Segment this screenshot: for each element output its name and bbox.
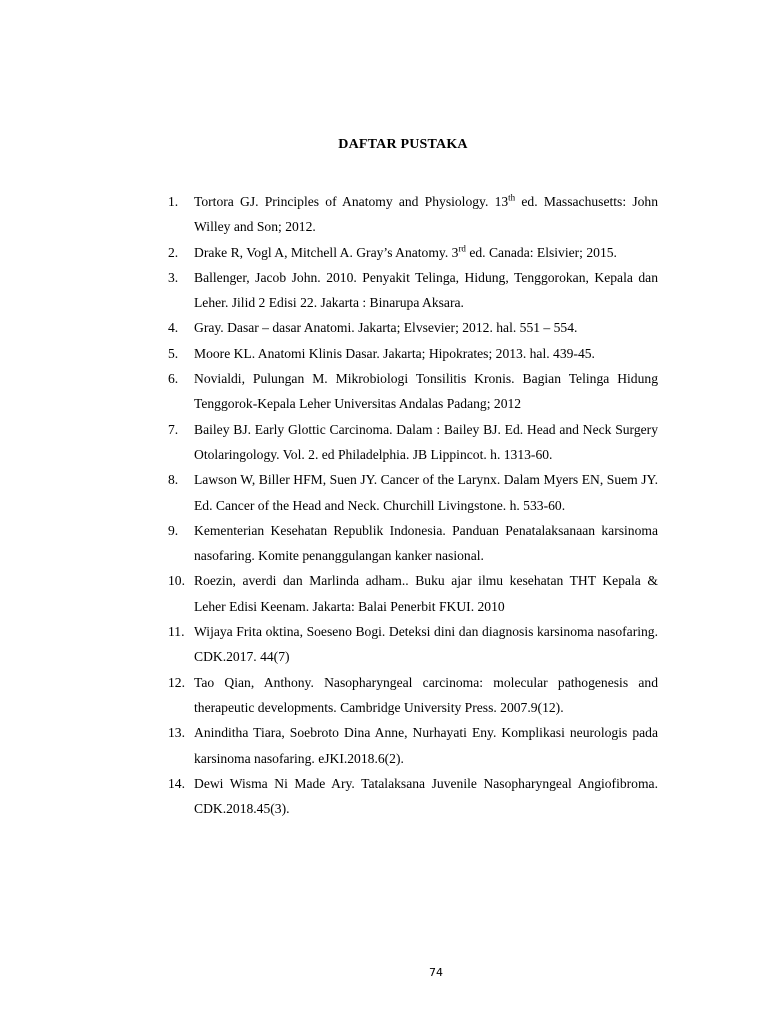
page-title: DAFTAR PUSTAKA bbox=[338, 137, 468, 152]
reference-item bbox=[168, 189, 658, 240]
reference-number: 7. bbox=[168, 421, 179, 437]
reference-number: 4. bbox=[168, 320, 179, 336]
reference-text: Drake R, Vogl A, Mitchell A. Gray’s Anatomy. 3rd ed. Canada: Elsivier; 2015. bbox=[194, 243, 617, 260]
reference-text: Kementerian Kesehatan Republik Indonesia. Panduan Penatalaksanaan karsinoma nasofaring. Komite penanggulangan kanker nasional. bbox=[194, 522, 658, 564]
superscript: rd bbox=[458, 243, 466, 254]
reference-item bbox=[168, 417, 658, 468]
reference-number: 1. bbox=[168, 194, 179, 209]
reference-text: Roezin, averdi dan Marlinda adham.. Buku ajar ilmu kesehatan THT Kepala & Leher Edisi Keenam. Jakarta: Balai Penerbit FKUI. 2010 bbox=[194, 573, 658, 614]
reference-list bbox=[168, 189, 658, 821]
reference-item bbox=[168, 771, 658, 822]
reference-text: Aninditha Tiara, Soebroto Dina Anne, Nurhayati Eny. Komplikasi neurologis pada karsinoma nasofaring. eJKI.2018.6(2). bbox=[194, 725, 658, 766]
reference-item bbox=[168, 315, 658, 340]
reference-number: 14. bbox=[168, 775, 185, 791]
reference-text: Lawson W, Biller HFM, Suen JY. Cancer of the Larynx. Dalam Myers EN, Suem JY. Ed. Cancer of the Head and Neck. Churchill Livingstone. h. 533-60. bbox=[194, 472, 658, 513]
reference-number: 11. bbox=[168, 624, 185, 640]
page-number: 74 bbox=[429, 966, 443, 979]
reference-number: 10. bbox=[168, 573, 185, 589]
reference-item bbox=[168, 467, 658, 518]
reference-text: Gray. Dasar – dasar Anatomi. Jakarta; Elvsevier; 2012. hal. 551 – 554. bbox=[194, 320, 578, 336]
reference-number: 9. bbox=[168, 522, 179, 538]
reference-text: Bailey BJ. Early Glottic Carcinoma. Dalam : Bailey BJ. Ed. Head and Neck Surgery Otolaringology. Vol. 2. ed Philadelphia. JB Lippincot. h. 1313-60. bbox=[194, 421, 658, 462]
superscript: th bbox=[508, 192, 516, 203]
reference-number: 6. bbox=[168, 371, 179, 387]
reference-item bbox=[168, 670, 658, 721]
reference-number: 3. bbox=[168, 269, 179, 285]
reference-item bbox=[168, 720, 658, 771]
reference-text: Wijaya Frita oktina, Soeseno Bogi. Deteksi dini dan diagnosis karsinoma nasofaring. CDK.2017. 44(7) bbox=[194, 624, 658, 665]
reference-text: Tao Qian, Anthony. Nasopharyngeal carcinoma: molecular pathogenesis and therapeutic developments. Cambridge University Press. 2007.9(12). bbox=[194, 674, 658, 715]
reference-text: Tortora GJ. Principles of Anatomy and Physiology. 13th ed. Massachusetts: John Willey and Son; 2012. bbox=[194, 192, 658, 235]
reference-number: 12. bbox=[168, 674, 185, 690]
reference-item bbox=[168, 240, 658, 265]
reference-item bbox=[168, 568, 658, 619]
reference-number: 8. bbox=[168, 472, 179, 488]
reference-text: Novialdi, Pulungan M. Mikrobiologi Tonsilitis Kronis. Bagian Telinga Hidung Tenggorok-Kepala Leher Universitas Andalas Padang; 2012 bbox=[194, 371, 658, 412]
reference-number: 13. bbox=[168, 725, 185, 741]
reference-item bbox=[168, 366, 658, 417]
reference-text: Ballenger, Jacob John. 2010. Penyakit Telinga, Hidung, Tenggorokan, Kepala dan Leher. Jilid 2 Edisi 22. Jakarta : Binarupa Aksara. bbox=[194, 269, 658, 311]
reference-item bbox=[168, 341, 658, 366]
reference-item bbox=[168, 265, 658, 316]
reference-number: 5. bbox=[168, 345, 179, 361]
reference-text: Dewi Wisma Ni Made Ary. Tatalaksana Juvenile Nasopharyngeal Angiofibroma. CDK.2018.45(3). bbox=[194, 775, 658, 817]
reference-text: Moore KL. Anatomi Klinis Dasar. Jakarta; Hipokrates; 2013. hal. 439-45. bbox=[194, 345, 595, 361]
reference-item bbox=[168, 518, 658, 569]
reference-number: 2. bbox=[168, 244, 179, 260]
reference-item bbox=[168, 619, 658, 670]
